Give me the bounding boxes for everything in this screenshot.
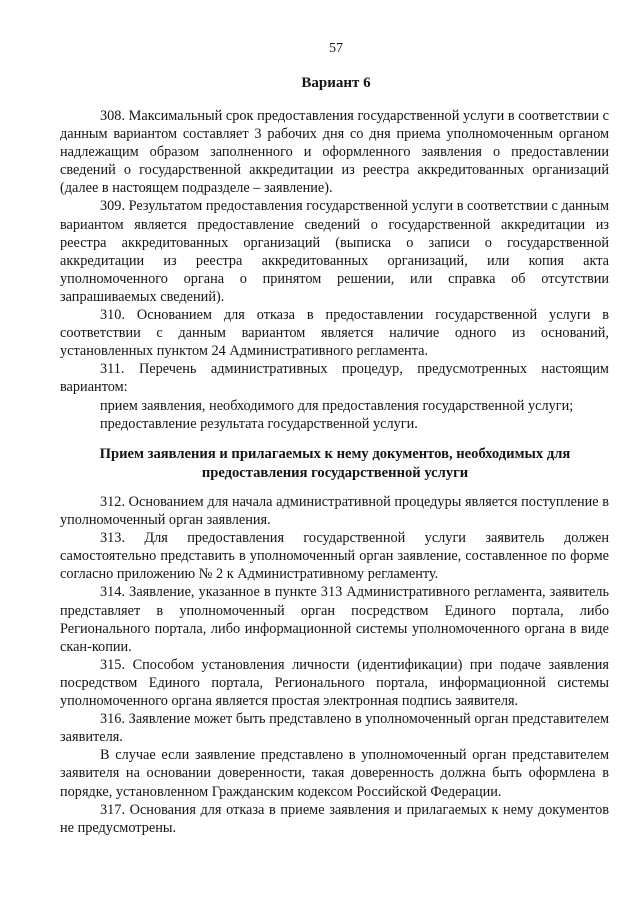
paragraph-311: 311. Перечень административных процедур, предусмотренных настоящим вариантом:	[60, 361, 609, 396]
paragraph-316-continuation: В случае если заявление представлено в уполномоченный орган представителем заявителя на основании доверенности, такая доверенность должна быть оформлена в порядке, установленном Гражданским кодексом Российской Федерации.	[60, 747, 609, 800]
section-title: Вариант 6	[301, 75, 371, 91]
paragraph-313: 313. Для предоставления государственной услуги заявитель должен самостоятельно представить в уполномоченный орган заявление, составленное по форме согласно приложению № 2 к Административному регламенту.	[60, 530, 609, 583]
paragraph-317: 317. Основания для отказа в приеме заявления и прилагаемых к нему документов не предусмотрены.	[60, 801, 609, 836]
procedure-item: предоставление результата государственной услуги.	[100, 415, 418, 432]
paragraph-316: 316. Заявление может быть представлено в уполномоченный орган представителем заявителя.	[60, 711, 609, 746]
paragraph-309: 309. Результатом предоставления государственной услуги в соответствии с данным вариантом является предоставление сведений о государственной аккредитации из реестра аккредитованных организаций (выписка о записи о государственной аккредитации из реестра аккредитованных организаций, или копия акта уполномоченного органа о принятом решении, или справка об отсутствии запрашиваемых сведений).	[60, 198, 609, 305]
paragraph-312: 312. Основанием для начала административной процедуры является поступление в уполномоченный орган заявления.	[60, 494, 609, 529]
page-number: 57	[329, 41, 343, 56]
paragraph-314: 314. Заявление, указанное в пункте 313 Административного регламента, заявитель представляет в уполномоченный орган посредством Единого портала, либо Регионального портала, либо информационной системы уполномоченного органа в виде скан-копии.	[60, 584, 609, 655]
paragraph-308: 308. Максимальный срок предоставления государственной услуги в соответствии с данным вариантом составляет 3 рабочих дня со дня приема уполномоченным органом надлежащим образом заполненного и оформленного заявления о предоставлении сведений о государственной аккредитации из реестра аккредитованных организаций (далее в настоящем подразделе – заявление).	[60, 108, 609, 197]
paragraph-315: 315. Способом установления личности (идентификации) при подаче заявления посредством Единого портала, Регионального портала, информационной системы уполномоченного органа является простая электронная подпись заявителя.	[60, 656, 609, 710]
procedure-item: прием заявления, необходимого для предоставления государственной услуги;	[100, 397, 574, 414]
paragraph-310: 310. Основанием для отказа в предоставлении государственной услуги в соответствии с данным вариантом является наличие одного из оснований, установленных пунктом 24 Административного регламента.	[60, 307, 609, 360]
paragraphs-block-2	[60, 493, 609, 837]
subsection-heading: Прием заявления и прилагаемых к нему документов, необходимых для предоставления государственной услуги	[99, 446, 571, 481]
paragraphs-block-1	[60, 107, 609, 433]
